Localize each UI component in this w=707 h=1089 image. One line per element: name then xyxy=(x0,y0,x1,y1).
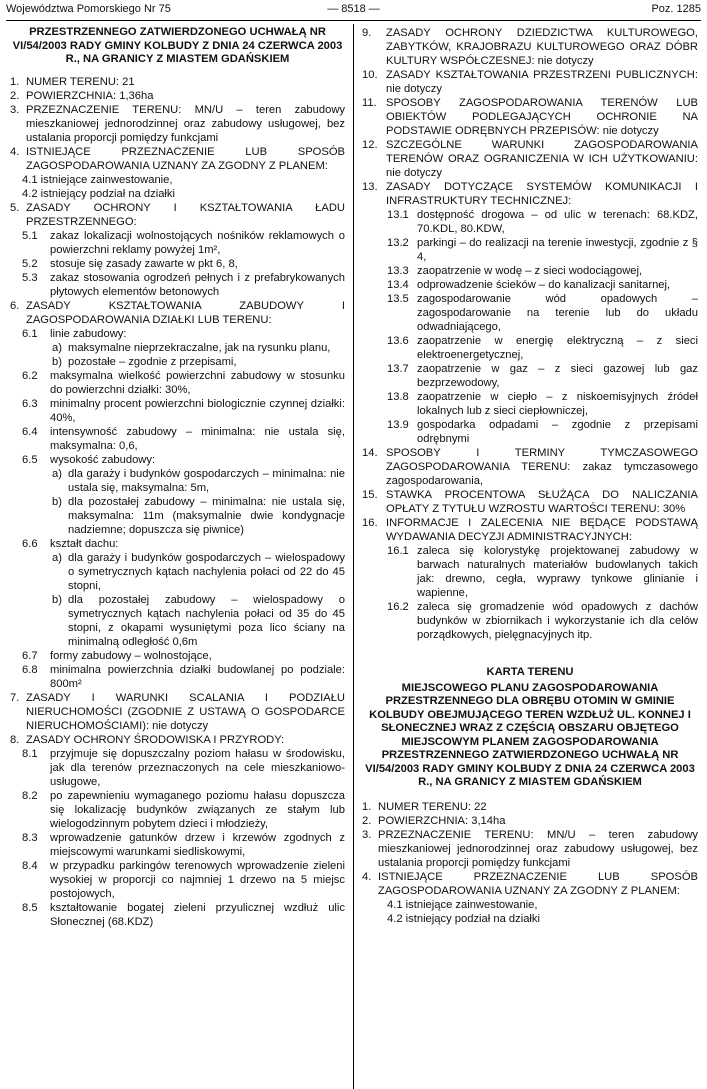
item-label: ISTNIEJĄCE PRZEZNACZENIE LUB SPOSÓB ZAGOSPODAROWANIA UZNANY ZA ZGODNY Z PLANEM: xyxy=(378,870,698,897)
sub-item-text: linie zabudowy: xyxy=(50,327,127,340)
sub-item-number: 6.3 xyxy=(22,397,38,410)
list-item xyxy=(362,26,698,68)
list-item xyxy=(10,299,345,327)
sub-sub-item-letter: a) xyxy=(52,341,62,354)
item-text xyxy=(386,516,698,544)
sub-item-number: 8.1 xyxy=(22,747,38,760)
list-item xyxy=(10,145,345,173)
item-number: 1. xyxy=(362,800,372,813)
item-label: SZCZEGÓLNE WARUNKI ZAGOSPODAROWANIA TERENÓW ORAZ OGRANICZENIA W ICH UŻYTKOWANIU: nie dotyczy xyxy=(386,139,698,179)
sub-item-text: odprowadzenie ścieków – do kanalizacji sanitarnej, xyxy=(417,279,671,291)
item-label: ZASADY KSZTAŁTOWANIA PRZESTRZENI PUBLICZNYCH: nie dotyczy xyxy=(386,69,698,95)
sub-item xyxy=(387,544,698,600)
item-label: NUMER TERENU: 22 xyxy=(378,800,487,813)
sub-item-number: 13.6 xyxy=(387,335,409,347)
list-item xyxy=(362,446,698,488)
list-item xyxy=(10,733,345,747)
list-item xyxy=(362,138,698,180)
list-item xyxy=(362,800,698,814)
list-item xyxy=(362,488,698,516)
item-label: ZASADY DOTYCZĄCE SYSTEMÓW KOMUNIKACJI I INFRASTRUKTURY TECHNICZNEJ: xyxy=(386,181,698,207)
sub-item xyxy=(22,831,345,859)
journal-name: Województwa Pomorskiego Nr 75 xyxy=(6,3,171,15)
sub-item-text: wprowadzenie gatunków drzew i krzewów zgodnych z miejscowymi warunkami siedliskowymi, xyxy=(50,831,345,858)
item-label: STAWKA PROCENTOWA SŁUŻĄCA DO NALICZANIA OPŁATY Z TYTUŁU WZROSTU WARTOŚCI TERENU: 30% xyxy=(386,489,698,515)
item-text xyxy=(378,814,698,828)
sub-item-number: 13.2 xyxy=(387,237,409,249)
sub-item xyxy=(387,334,698,362)
sub-item xyxy=(22,187,345,201)
sub-item-text: zaleca się kolorystykę projektowanej zabudowy w barwach naturalnych materiałów budowlanych takich jak: drewno, cegła, wyprawy tynkowe glinianie i wapienne, xyxy=(417,545,698,599)
sub-item-number: 13.8 xyxy=(387,391,409,403)
item-list xyxy=(10,75,345,929)
sub-item-text: zaopatrzenie w energię elektryczną – z sieci elektroenergetycznej, xyxy=(417,335,698,361)
list-item xyxy=(10,75,345,89)
item-label: ZASADY KSZTAŁTOWANIA ZABUDOWY I ZAGOSPODAROWANIA DZIAŁKI LUB TERENU: xyxy=(26,299,345,326)
item-number: 10. xyxy=(362,69,378,81)
item-label: POWIERZCHNIA: 3,14ha xyxy=(378,814,506,827)
sub-item-text: wysokość zabudowy: xyxy=(50,453,156,466)
sub-item-number: 13.5 xyxy=(387,293,409,305)
item-number: 3. xyxy=(362,828,372,841)
sub-item-text: 4.1 istniejące zainwestowanie, xyxy=(22,173,173,186)
sub-item xyxy=(387,292,698,334)
item-text xyxy=(26,691,345,733)
sub-item xyxy=(387,236,698,264)
item-text xyxy=(386,68,698,96)
sub-item xyxy=(22,397,345,425)
sub-sub-item-text: dla pozostałej zabudowy – minimalna: nie ustala się, maksymalna: 11m (maksymalnie dwie kondygnacje nadziemne; dopuszcza się piwnice) xyxy=(68,495,345,536)
sub-item-number: 13.4 xyxy=(387,279,409,291)
item-text xyxy=(386,446,698,488)
sub-item-number: 8.5 xyxy=(22,901,38,914)
sub-sub-item xyxy=(52,341,345,355)
sub-item xyxy=(22,229,345,257)
sub-sub-item-letter: b) xyxy=(52,495,62,508)
karta-heading: KARTA TERENU xyxy=(486,666,574,678)
item-list xyxy=(362,800,698,926)
sub-item xyxy=(22,537,345,551)
sub-sub-item xyxy=(52,593,345,649)
sub-sub-item xyxy=(52,467,345,495)
sub-item-text: przyjmuje się dopuszczalny poziom hałasu w środowisku, jak dla terenów przeznaczonych na cele mieszkaniowo-usługowe, xyxy=(50,747,345,788)
item-number: 2. xyxy=(362,814,372,827)
sub-item xyxy=(22,257,345,271)
item-number: 3. xyxy=(10,103,20,116)
sub-item-text: gospodarka odpadami – zgodnie z przepisami odrębnymi xyxy=(417,419,698,445)
item-text xyxy=(26,103,345,145)
item-number: 7. xyxy=(10,691,20,704)
item-label: INFORMACJE I ZALECENIA NIE BĘDĄCE PODSTAWĄ WYDAWANIA DECYZJI ADMINISTRACYJNYCH: xyxy=(386,517,698,543)
sub-item-text: stosuje się zasady zawarte w pkt 6, 8, xyxy=(50,257,238,270)
sub-item-number: 13.1 xyxy=(387,209,409,221)
item-number: 16. xyxy=(362,517,378,529)
sub-item-number: 6.2 xyxy=(22,369,38,382)
sub-item-number: 6.7 xyxy=(22,649,38,662)
sub-item xyxy=(22,425,345,453)
sub-item-text: zagospodarowanie wód opadowych – zagospodarowanie na terenie lub do układu odwadniającego, xyxy=(417,293,698,333)
sub-sub-item-text: dla pozostałej zabudowy – wielospadowy o symetrycznych kątach nachylenia połaci od 35 do 45 stopni, z okapami wysuniętymi poza lico ściany na minimalną odległość 0,6m xyxy=(68,593,345,648)
list-item xyxy=(362,516,698,544)
sub-item-text: dostępność drogowa – od ulic w terenach: 68.KDZ, 70.KDL, 80.KDW, xyxy=(417,209,698,235)
sub-item xyxy=(387,208,698,236)
item-label: NUMER TERENU: 21 xyxy=(26,75,135,88)
sub-item-number: 8.2 xyxy=(22,789,38,802)
sub-item-text: minimalna powierzchnia działki budowlanej po podziale: 800m² xyxy=(50,663,345,690)
sub-item xyxy=(387,898,698,912)
sub-item xyxy=(22,369,345,397)
sub-item-number: 16.2 xyxy=(387,601,409,613)
sub-item xyxy=(22,271,345,299)
item-text xyxy=(386,180,698,208)
item-number: 8. xyxy=(10,733,20,746)
item-text xyxy=(26,145,345,173)
sub-item-text: minimalny procent powierzchni biologicznie czynnej działki: 40%, xyxy=(50,397,345,424)
sub-item xyxy=(387,264,698,278)
item-text xyxy=(26,733,345,747)
sub-item xyxy=(22,453,345,467)
sub-item-text: maksymalna wielkość powierzchni zabudowy w stosunku do powierzchni działki: 30%, xyxy=(50,369,345,396)
sub-sub-item-text: pozostałe – zgodnie z przepisami, xyxy=(68,355,237,368)
list-item xyxy=(362,814,698,828)
section-title: PRZESTRZENNEGO ZATWIERDZONEGO UCHWAŁĄ NR VI/54/2003 RADY GMINY KOLBUDY Z DNIA 24 CZERWCA 2003 R., NA GRANICY Z MIASTEM GDAŃSKIEM xyxy=(12,26,343,65)
sub-item-text: formy zabudowy – wolnostojące, xyxy=(50,649,212,662)
item-number: 14. xyxy=(362,447,378,459)
sub-item-text: po zapewnieniu wymaganego poziomu hałasu dopuszcza się lokalizację budynków związanych ze stałym lub wielogodzinnym pobytem dzieci i młodzieży, xyxy=(50,789,345,830)
item-label: ZASADY OCHRONY ŚRODOWISKA I PRZYRODY: xyxy=(26,733,285,746)
list-item xyxy=(10,691,345,733)
item-text xyxy=(386,488,698,516)
item-number: 13. xyxy=(362,181,378,193)
item-list xyxy=(362,26,698,642)
sub-sub-item-text: dla garaży i budynków gospodarczych – minimalna: nie ustala się, maksymalna: 5m, xyxy=(68,467,345,494)
column-divider xyxy=(353,24,354,1089)
sub-item-text: kształt dachu: xyxy=(50,537,119,550)
item-number: 9. xyxy=(362,27,372,39)
sub-item-text: 4.2 istniejący podział na działki xyxy=(22,187,175,200)
sub-item-number: 6.8 xyxy=(22,663,38,676)
item-text xyxy=(378,800,698,814)
list-item xyxy=(362,870,698,898)
sub-sub-item xyxy=(52,495,345,537)
left-column xyxy=(10,26,345,929)
item-label: PRZEZNACZENIE TERENU: MN/U – teren zabudowy mieszkaniowej jednorodzinnej oraz zabudowy usługowej, bez ustalania proporcji pomiędzy funkcjami xyxy=(26,103,345,144)
item-number: 4. xyxy=(362,870,372,883)
item-label: SPOSOBY ZAGOSPODAROWANIA TERENÓW LUB OBIEKTÓW PODLEGAJĄCYCH OCHRONIE NA PODSTAWIE ODRĘBNYCH PRZEPISÓW: nie dotyczy xyxy=(386,97,698,137)
sub-item-number: 13.3 xyxy=(387,265,409,277)
sub-item xyxy=(22,649,345,663)
position-number: Poz. 1285 xyxy=(651,3,701,15)
item-number: 5. xyxy=(10,201,20,214)
sub-sub-item xyxy=(52,551,345,593)
sub-item-number: 13.7 xyxy=(387,363,409,375)
sub-sub-item-letter: a) xyxy=(52,551,62,564)
sub-item-number: 5.2 xyxy=(22,257,38,270)
item-text xyxy=(386,26,698,68)
item-number: 6. xyxy=(10,299,20,312)
sub-item-text: w przypadku parkingów terenowych wprowadzenie zieleni wysokiej w proporcji co najmniej 1 drzewo na 5 miejsc postojowych, xyxy=(50,859,345,900)
item-number: 15. xyxy=(362,489,378,501)
sub-sub-item-letter: b) xyxy=(52,355,62,368)
sub-item xyxy=(22,789,345,831)
sub-item-number: 16.1 xyxy=(387,545,409,557)
karta-subheading: MIEJSCOWEGO PLANU ZAGOSPODAROWANIA PRZESTRZENNEGO DLA OBRĘBU OTOMIN W GMINIE KOLBUDY OBEJMUJĄCEGO TEREN WZDŁUŻ UL. KONNEJ I SŁONECZNEJ WRAZ Z CZĘŚCIĄ OBSZARU OBJĘTEGO MIEJSCOWYM PLANEM ZAGOSPODAROWANIA PRZESTRZENNEGO ZATWIERDZONEGO UCHWAŁĄ NR VI/54/2003 RADY GMINY KOLBUDY Z DNIA 24 CZERWCA 2003 R., NA GRANICY Z MIASTEM GDAŃSKIEM xyxy=(365,681,695,788)
list-item xyxy=(10,201,345,229)
sub-item xyxy=(22,173,345,187)
right-column xyxy=(362,26,698,926)
item-label: ISTNIEJĄCE PRZEZNACZENIE LUB SPOSÓB ZAGOSPODAROWANIA UZNANY ZA ZGODNY Z PLANEM: xyxy=(26,145,345,172)
sub-item xyxy=(387,912,698,926)
sub-sub-item-letter: b) xyxy=(52,593,62,606)
item-text xyxy=(378,870,698,898)
sub-item-text: parkingi – do realizacji na terenie inwestycji, zgodnie z § 4, xyxy=(417,237,698,263)
item-label: PRZEZNACZENIE TERENU: MN/U – teren zabudowy mieszkaniowej jednorodzinnej oraz zabudowy usługowej, bez ustalania proporcji pomiędzy funkcjami xyxy=(378,828,698,869)
list-item xyxy=(10,89,345,103)
sub-item xyxy=(22,327,345,341)
karta-terenu xyxy=(362,666,698,790)
sub-item xyxy=(387,278,698,292)
item-label: SPOSOBY I TERMINY TYMCZASOWEGO ZAGOSPODAROWANIA TERENU: zakaz tymczasowego zagospodarowania, xyxy=(386,447,698,487)
sub-item-text: zakaz stosowania ogrodzeń pełnych i z prefabrykowanych płytowych elementów betonowych xyxy=(50,271,345,298)
sub-item-number: 5.3 xyxy=(22,271,38,284)
page-number: — 8518 — xyxy=(327,3,380,15)
list-item xyxy=(362,68,698,96)
sub-item xyxy=(22,747,345,789)
header-rule xyxy=(6,20,701,21)
sub-item-number: 5.1 xyxy=(22,229,38,242)
item-number: 4. xyxy=(10,145,20,158)
sub-item-number: 6.6 xyxy=(22,537,38,550)
sub-item-text: zaopatrzenie w wodę – z sieci wodociągowej, xyxy=(417,265,643,277)
sub-item-text: zaopatrzenie w ciepło – z niskoemisyjnych źródeł lokalnych lub z sieci ciepłowniczej, xyxy=(417,391,698,417)
sub-item-text: 4.2 istniejący podział na działki xyxy=(387,912,540,925)
item-text xyxy=(26,75,345,89)
item-text xyxy=(386,96,698,138)
sub-item-number: 6.1 xyxy=(22,327,38,340)
sub-item xyxy=(387,390,698,418)
item-label: POWIERZCHNIA: 1,36ha xyxy=(26,89,154,102)
item-text xyxy=(378,828,698,870)
sub-item-text: zaleca się gromadzenie wód opadowych z dachów budynków w zbiornikach i wykorzystanie ich dla celów porządkowych, pielęgnacyjnych itp. xyxy=(417,601,698,641)
sub-item-text: kształtowanie bogatej zieleni przyulicznej wzdłuż ulic Słonecznej (68.KDZ) xyxy=(50,901,345,928)
page-header xyxy=(6,0,701,18)
sub-item-number: 6.4 xyxy=(22,425,38,438)
item-text xyxy=(26,201,345,229)
sub-item xyxy=(22,663,345,691)
sub-sub-item xyxy=(52,355,345,369)
list-item xyxy=(10,103,345,145)
item-number: 12. xyxy=(362,139,378,151)
sub-item xyxy=(22,901,345,929)
sub-item-number: 6.5 xyxy=(22,453,38,466)
sub-item-text: intensywność zabudowy – minimalna: nie ustala się, maksymalna: 0,6, xyxy=(50,425,345,452)
item-label: ZASADY OCHRONY DZIEDZICTWA KULTUROWEGO, ZABYTKÓW, KRAJOBRAZU KULTUROWEGO ORAZ DÓBR KULTURY WSPÓŁCZESNEJ: nie dotyczy xyxy=(386,27,698,67)
sub-item xyxy=(22,859,345,901)
item-text xyxy=(26,299,345,327)
item-text xyxy=(386,138,698,180)
sub-item-text: 4.1 istniejące zainwestowanie, xyxy=(387,898,538,911)
sub-item xyxy=(387,418,698,446)
sub-sub-item-text: maksymalne nieprzekraczalne, jak na rysunku planu, xyxy=(68,341,331,354)
sub-item-text: zaopatrzenie w gaz – z sieci gazowej lub gaz bezprzewodowy, xyxy=(417,363,698,389)
sub-item-number: 13.9 xyxy=(387,419,409,431)
item-label: ZASADY I WARUNKI SCALANIA I PODZIAŁU NIERUCHOMOŚCI (ZGODNIE Z USTAWĄ O GOSPODARCE NIERUCHOMOŚCIAMI): nie dotyczy xyxy=(26,691,345,732)
item-text xyxy=(26,89,345,103)
sub-item-number: 8.3 xyxy=(22,831,38,844)
item-label: ZASADY OCHRONY I KSZTAŁTOWANIA ŁADU PRZESTRZENNEGO: xyxy=(26,201,345,228)
sub-item-number: 8.4 xyxy=(22,859,38,872)
list-item xyxy=(362,180,698,208)
item-number: 11. xyxy=(362,97,377,109)
item-number: 2. xyxy=(10,89,20,102)
sub-item xyxy=(387,362,698,390)
sub-sub-item-text: dla garaży i budynków gospodarczych – wielospadowy o symetrycznych kątach nachylenia połaci od 22 do 45 stopni, xyxy=(68,551,345,592)
sub-item xyxy=(387,600,698,642)
list-item xyxy=(362,96,698,138)
item-number: 1. xyxy=(10,75,20,88)
sub-sub-item-letter: a) xyxy=(52,467,62,480)
list-item xyxy=(362,828,698,870)
sub-item-text: zakaz lokalizacji wolnostojących nośników reklamowych o powierzchni reklamy powyżej 1m², xyxy=(50,229,345,256)
